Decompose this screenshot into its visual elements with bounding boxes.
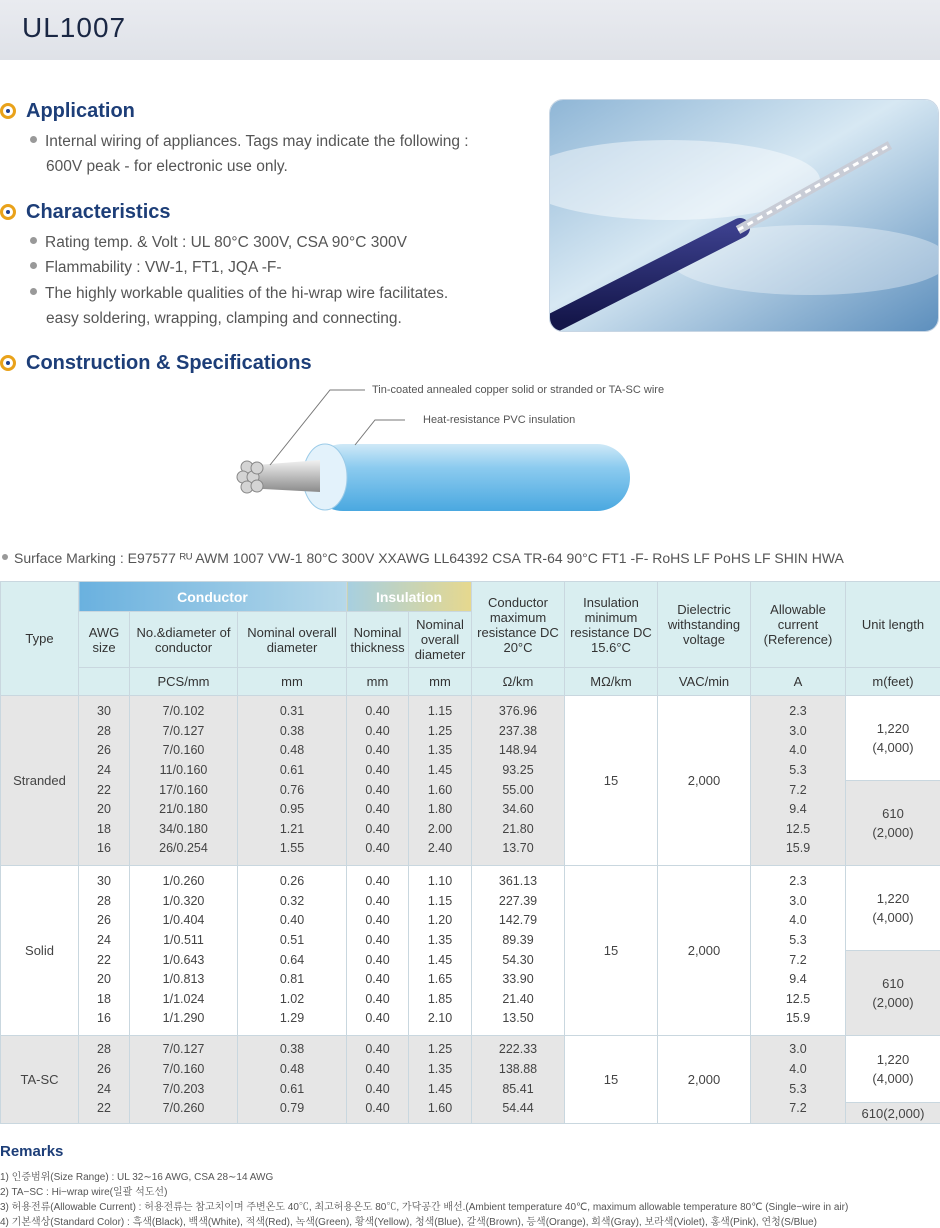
table-cell-value: 0.40 [365,953,389,967]
table-cell-value: 1.85 [428,992,452,1006]
awg-col [79,1036,130,1124]
table-cell-value: 34/0.180 [159,822,208,836]
remark-line: 1) 인증범위(Size Range) : UL 32∼16 AWG, CSA 28∼14 AWG [0,1168,273,1183]
cond-dia-col [238,1036,347,1124]
table-cell-value: 3.0 [789,894,806,908]
table-cell-value: 54.30 [502,953,533,967]
characteristics-title: Characteristics [26,201,171,224]
table-cell-value: 93.25 [502,763,533,777]
characteristics-item [30,230,407,255]
bullet-dot-icon [30,136,37,143]
table-cell-value: 0.40 [365,724,389,738]
characteristics-item [30,281,448,306]
thick-col [347,1036,409,1124]
bullet-dot-icon [30,288,37,295]
table-cell-value: 2.40 [428,841,452,855]
table-cell-value: 1/1.290 [163,1011,205,1025]
header-nom-thick: Nominal thickness [347,612,409,668]
header-insulation: Insulation [347,582,472,612]
characteristics-heading [0,198,171,226]
application-bullet [30,129,469,154]
dielectric-value: 2,000 [658,696,751,866]
table-cell-value: 0.40 [365,841,389,855]
table-cell-value: 7/0.102 [163,704,205,718]
table-cell-value: 18 [97,822,111,836]
overall-col [409,696,472,866]
table-cell-value: 1/0.260 [163,874,205,888]
page-title: UL1007 [22,12,126,44]
table-cell-value: 21.80 [502,822,533,836]
table-cell-value: 0.40 [365,802,389,816]
unit-length-b: 610 (2,000) [846,781,940,866]
table-cell-value: 142.79 [499,913,537,927]
table-cell-value: 7/0.127 [163,1042,205,1056]
header-cond-res: Conductor maximum resistance DC 20°C [472,582,565,668]
type-tasc: TA-SC [1,1036,79,1124]
section-bullet-icon [0,204,16,220]
res-col [472,696,565,866]
table-cell-value: 7.2 [789,1101,806,1115]
construction-title: Construction & Specifications [26,352,312,375]
table-cell-value: 20 [97,802,111,816]
characteristics-text: Rating temp. & Volt : UL 80°C 300V, CSA 90°C 300V [45,234,407,251]
header-unit: Unit length [846,582,940,668]
table-cell-value: 1.25 [428,1042,452,1056]
remark-line: 3) 허용전류(Allowable Current) : 허용전류는 참고치이며 주변온도 40℃, 최고허용온도 80℃, 가닥공간 배선.(Ambient temperature 40℃, maximum allowable temperature 80℃ (Single−wire in air) [0,1198,848,1213]
header-allowable: Allowable current (Reference) [751,582,846,668]
header-ins-res: Insulation minimum resistance DC 15.6°C [565,582,658,668]
table-cell-value: 9.4 [789,802,806,816]
table-cell-value: 1.55 [280,841,304,855]
pcs-col [130,866,238,1036]
table-cell-value: 15.9 [786,1011,810,1025]
dielectric-value: 2,000 [658,866,751,1036]
header-type: Type [1,582,79,696]
table-cell-value: 24 [97,763,111,777]
table-cell-value: 1.65 [428,972,452,986]
table-cell-value: 3.0 [789,724,806,738]
table-cell-value: 0.95 [280,802,304,816]
current-col [751,1036,846,1124]
construction-heading [0,349,312,377]
table-cell-value: 0.40 [365,992,389,1006]
table-cell-value: 7/0.160 [163,1062,205,1076]
table-cell-value: 361.13 [499,874,537,888]
cond-dia-col [238,696,347,866]
table-cell-value: 1.02 [280,992,304,1006]
type-solid: Solid [1,866,79,1036]
table-cell-value: 0.48 [280,1062,304,1076]
table-cell-value: 2.00 [428,822,452,836]
table-cell-value: 0.40 [365,972,389,986]
table-cell-value: 28 [97,1042,111,1056]
current-col [751,866,846,1036]
table-cell-value: 1.80 [428,802,452,816]
unit-mm: mm [238,668,347,696]
table-cell-value: 0.76 [280,783,304,797]
table-cell-value: 2.3 [789,704,806,718]
table-cell-value: 148.94 [499,743,537,757]
remark-line: 4) 기본색상(Standard Color) : 흑색(Black), 백색(White), 적색(Red), 녹색(Green), 황색(Yellow), 청색(Blue), 갈색(Brown), 등색(Orange), 회색(Gray), 보라색(Violet), 홍색(Pink), 연청(S/Blue) [0,1213,817,1228]
cable-diagram [225,380,685,520]
pcs-col [130,1036,238,1124]
table-cell-value: 30 [97,704,111,718]
res-col [472,1036,565,1124]
application-text-line2: 600V peak - for electronic use only. [46,154,288,179]
table-cell-value: 0.38 [280,724,304,738]
table-cell-value: 237.38 [499,724,537,738]
thick-col [347,696,409,866]
table-cell-value: 13.70 [502,841,533,855]
table-cell-value: 1.60 [428,1101,452,1115]
table-cell-value: 0.40 [365,763,389,777]
table-cell-value: 0.40 [365,874,389,888]
table-cell-value: 26/0.254 [159,841,208,855]
awg-col [79,866,130,1036]
table-cell-value: 0.51 [280,933,304,947]
table-cell-value: 0.81 [280,972,304,986]
header-conductor: Conductor [79,582,347,612]
table-cell-value: 0.38 [280,1042,304,1056]
table-cell-value: 138.88 [499,1062,537,1076]
unit-a: A [751,668,846,696]
table-cell-value: 5.3 [789,763,806,777]
cable-photo [549,99,939,332]
remarks-title: Remarks [0,1143,63,1160]
table-cell-value: 0.31 [280,704,304,718]
table-cell-value: 1.10 [428,874,452,888]
table-cell-value: 2.3 [789,874,806,888]
ins-res-value: 15 [565,696,658,866]
unit-length-b: 610(2,000) [846,1103,940,1124]
surface-marking-text: Surface Marking : E97577 ᴿᵁ AWM 1007 VW-1 80°C 300V XXAWG LL64392 CSA TR-64 90°C FT1 -F- RoHS LF PoHS LF SHIN HWA [14,550,844,566]
table-cell-value: 26 [97,913,111,927]
res-col [472,866,565,1036]
unit-pcs: PCS/mm [130,668,238,696]
callout-insulation: Heat-resistance PVC insulation [423,414,575,426]
table-cell-value: 55.00 [502,783,533,797]
table-cell-value: 1.21 [280,822,304,836]
table-cell-value: 26 [97,1062,111,1076]
section-bullet-icon [0,355,16,371]
unit-mohm: MΩ/km [565,668,658,696]
table-cell-value: 9.4 [789,972,806,986]
table-cell-value: 0.64 [280,953,304,967]
table-cell-value: 0.40 [365,783,389,797]
application-text-line1: Internal wiring of appliances. Tags may indicate the following : [45,133,469,150]
table-cell-value: 0.40 [365,822,389,836]
table-cell-value: 0.40 [365,743,389,757]
table-cell-value: 1.45 [428,953,452,967]
table-cell-value: 4.0 [789,743,806,757]
table-cell-value: 0.40 [365,1082,389,1096]
ins-res-value: 15 [565,866,658,1036]
table-cell-value: 0.79 [280,1101,304,1115]
callout-conductor: Tin-coated annealed copper solid or stranded or TA-SC wire [372,384,664,396]
table-cell-value: 0.40 [365,894,389,908]
table-cell-value: 0.48 [280,743,304,757]
table-cell-value: 7/0.203 [163,1082,205,1096]
table-cell-value: 1.29 [280,1011,304,1025]
table-cell-value: 0.40 [365,1062,389,1076]
table-cell-value: 0.61 [280,1082,304,1096]
unit-length-a: 1,220 (4,000) [846,1036,940,1103]
header-nom-overall2: Nominal overall diameter [409,612,472,668]
current-col [751,696,846,866]
table-cell-value: 7/0.260 [163,1101,205,1115]
unit-length-b: 610 (2,000) [846,951,940,1036]
header-awg: AWG size [79,612,130,668]
remark-line: 2) TA−SC : Hi−wrap wire(일괄 석도선) [0,1183,167,1198]
table-cell-value: 7/0.160 [163,743,205,757]
table-cell-value: 4.0 [789,913,806,927]
unit-ohm: Ω/km [472,668,565,696]
table-cell-value: 227.39 [499,894,537,908]
table-cell-value: 1/1.024 [163,992,205,1006]
unit-vac: VAC/min [658,668,751,696]
table-cell-value: 12.5 [786,822,810,836]
table-cell-value: 3.0 [789,1042,806,1056]
table-cell-value: 12.5 [786,992,810,1006]
table-cell-value: 0.40 [365,933,389,947]
table-cell-value: 21/0.180 [159,802,208,816]
table-cell-value: 7/0.127 [163,724,205,738]
overall-col [409,866,472,1036]
table-cell-value: 24 [97,933,111,947]
unit-length-a: 1,220 (4,000) [846,696,940,781]
unit-mm: mm [409,668,472,696]
table-cell-value: 5.3 [789,933,806,947]
overall-col [409,1036,472,1124]
table-cell-value: 1.35 [428,1062,452,1076]
application-title: Application [26,100,135,123]
bullet-dot-icon [30,237,37,244]
application-heading [0,97,135,125]
table-cell-value: 1/0.511 [163,933,204,947]
table-cell-value: 0.61 [280,763,304,777]
table-cell-value: 1.35 [428,743,452,757]
table-cell-value: 11/0.160 [160,763,208,777]
table-cell-value: 1.60 [428,783,452,797]
header-no-dia: No.&diameter of conductor [130,612,238,668]
bullet-dot-icon [30,262,37,269]
type-stranded: Stranded [1,696,79,866]
table-cell-value: 34.60 [502,802,533,816]
table-cell-value: 20 [97,972,111,986]
table-cell-value: 16 [97,1011,111,1025]
table-cell-value: 28 [97,894,111,908]
table-cell-value: 1.45 [428,763,452,777]
table-cell-value: 0.40 [365,1101,389,1115]
table-cell-value: 15.9 [786,841,810,855]
unit-length-a: 1,220 (4,000) [846,866,940,951]
table-cell-value: 54.44 [502,1101,533,1115]
table-cell-value: 7.2 [789,783,806,797]
unit-m: m(feet) [846,668,940,696]
header-bar [0,0,940,60]
cond-dia-col [238,866,347,1036]
table-cell-value: 18 [97,992,111,1006]
table-cell-value: 7.2 [789,953,806,967]
table-cell-value: 0.32 [280,894,304,908]
table-cell-value: 16 [97,841,111,855]
characteristics-text-line2: easy soldering, wrapping, clamping and connecting. [46,306,402,331]
table-cell-value: 85.41 [502,1082,533,1096]
table-cell-value: 1/0.643 [163,953,205,967]
table-cell-value: 22 [97,953,111,967]
table-cell-value: 1/0.320 [163,894,205,908]
characteristics-text: The highly workable qualities of the hi-wrap wire facilitates. [45,285,448,302]
table-cell-value: 24 [97,1082,111,1096]
pcs-col [130,696,238,866]
table-cell-value: 1.20 [428,913,452,927]
table-cell-value: 17/0.160 [159,783,208,797]
table-cell-value: 0.26 [280,874,304,888]
table-cell-value: 0.40 [365,704,389,718]
characteristics-text: Flammability : VW-1, FT1, JQA -F- [45,259,282,276]
dielectric-value: 2,000 [658,1036,751,1124]
table-cell-value: 0.40 [280,913,304,927]
table-cell-value: 22 [97,1101,111,1115]
table-cell-value: 1/0.813 [163,972,205,986]
bullet-dot-icon [2,554,8,560]
spec-table [0,581,940,1124]
table-cell-value: 21.40 [502,992,533,1006]
table-cell-value: 30 [97,874,111,888]
table-cell-value: 22 [97,783,111,797]
table-cell-value: 13.50 [502,1011,533,1025]
table-cell-value: 1.15 [428,894,452,908]
surface-marking [0,550,844,566]
table-cell-value: 0.40 [365,913,389,927]
awg-col [79,696,130,866]
ins-res-value: 15 [565,1036,658,1124]
table-cell-value: 1/0.404 [163,913,205,927]
table-cell-value: 5.3 [789,1082,806,1096]
unit-mm: mm [347,668,409,696]
table-cell-value: 0.40 [365,1042,389,1056]
table-cell-value: 376.96 [499,704,537,718]
table-cell-value: 4.0 [789,1062,806,1076]
table-cell-value: 2.10 [428,1011,452,1025]
thick-col [347,866,409,1036]
table-cell-value: 33.90 [502,972,533,986]
table-cell-value: 26 [97,743,111,757]
section-bullet-icon [0,103,16,119]
characteristics-item [30,255,282,280]
header-dielectric: Dielectric withstanding voltage [658,582,751,668]
table-cell-value: 0.40 [365,1011,389,1025]
table-cell-value: 1.45 [428,1082,452,1096]
table-cell-value: 89.39 [502,933,533,947]
table-cell-value: 1.35 [428,933,452,947]
table-cell-value: 1.25 [428,724,452,738]
table-cell-value: 1.15 [428,704,452,718]
table-cell-value: 28 [97,724,111,738]
header-nom-overall: Nominal overall diameter [238,612,347,668]
table-cell-value: 222.33 [499,1042,537,1056]
